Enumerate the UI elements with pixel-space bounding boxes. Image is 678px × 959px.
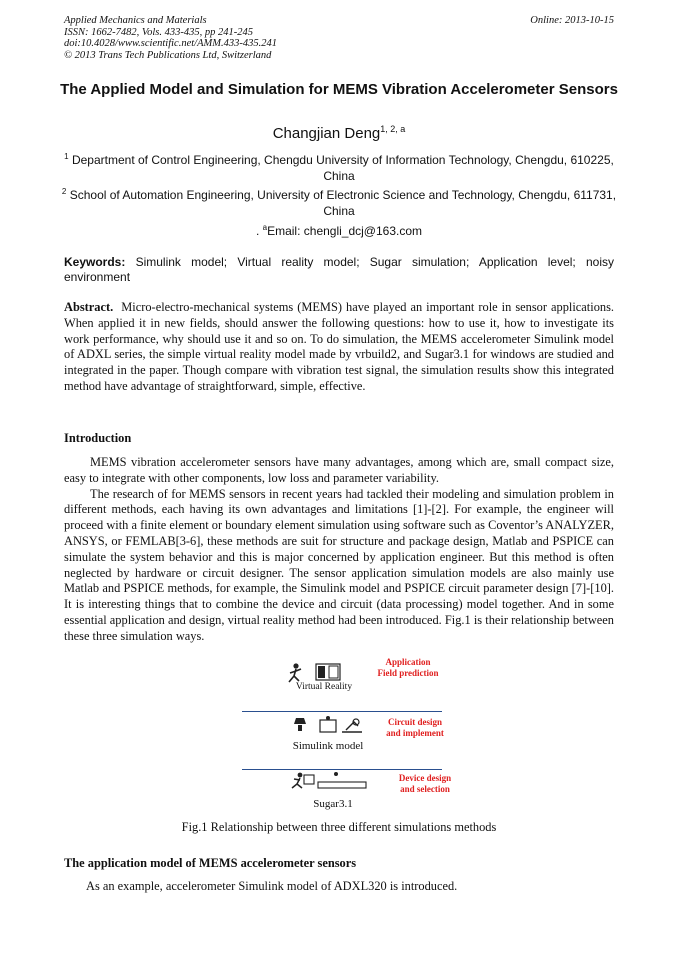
- simulink-icons: [292, 716, 364, 736]
- device-level-label: Device design and selection: [398, 773, 452, 794]
- figure-1: [238, 656, 452, 814]
- affiliation-1-text: Department of Control Engineering, Chengdu University of Information Technology, Chengdu, 610225, China: [71, 153, 614, 183]
- paper-title: The Applied Model and Simulation for MEMS Vibration Accelerometer Sensors: [60, 81, 618, 98]
- virtual-reality-label: Virtual Reality: [295, 682, 353, 692]
- email-sup: a: [262, 223, 268, 232]
- keywords-text: Simulink model; Virtual reality model; Sugar simulation; Application level; noisy environment: [64, 255, 614, 284]
- simulink-label: Simulink model: [292, 740, 364, 752]
- online-date: Online: 2013-10-15: [530, 15, 614, 26]
- issn-line: ISSN: 1662-7482, Vols. 433-435, pp 241-245: [64, 26, 253, 38]
- application-level-label: Application Field prediction: [377, 657, 439, 678]
- doi-line: doi:10.4028/www.scientific.net/AMM.433-435.241: [64, 38, 277, 49]
- circuit-level-label: Circuit design and implement: [386, 717, 444, 738]
- affiliation-1-sup: 1: [64, 152, 69, 161]
- email-text: Email: chengli_dcj@163.com: [267, 224, 423, 238]
- intro-paragraph-1: MEMS vibration accelerometer sensors have many advantages, among which are, small compact size, easy to integrate with other components, low loss and parameter variability.: [64, 455, 614, 485]
- intro-paragraph-2: The research of for MEMS sensors in recent years had tackled their modeling and simulation problem in different methods, each having its own advantages and limitations [1]-[2]. For example, the engineer will proceed with a finite element or boundary element simulation using software such as Coventor’s ANALYZER, ANSYS, or FEMLAB[3-6], these methods are suit for structure and package design, Matlab and PSPICE can simulate the system behavior and this is major concerned by application engineer. But this method is often neglected by hardware or circuit designer. The sensor application simulation models are also mainly use Matlab and PSPICE methods, for example, the Simulink model and PSPICE circuit parameter design [7]-[10]. It is interesting things that to combine the device and circuit (data processing) model together. And in some essential application and design, virtual reality method had been introduced. Fig.1 is their relationship between these three simulation ways.: [64, 486, 614, 643]
- author-name: Changjian Deng: [272, 125, 381, 142]
- journal-name: Applied Mechanics and Materials: [64, 15, 207, 26]
- abstract-label: Abstract.: [64, 300, 114, 314]
- affiliation-2: [50, 184, 628, 219]
- affiliation-2-text: School of Automation Engineering, University of Electronic Science and Technology, Chengdu, 611731, China: [69, 188, 617, 218]
- abstract-text: Micro-electro-mechanical systems (MEMS) have played an important role in sensor applications. When applied it in new fields, should answer the following questions: how to use it, how to investigate its work performance, why should use it and so on. To do simulation, the MEMS accelerometer Simulink model of ADXL series, the simple virtual reality model made by vrbuild2, and Sugar3.1 for windows are studied and integrated in the paper. Though compare with vibration test signal, the simulation results show this integrated method have advantage of straightforward, simple, effective.: [64, 300, 614, 393]
- sugar-icons: [288, 771, 368, 789]
- email-prefix: .: [255, 224, 263, 238]
- author-line: [40, 124, 638, 142]
- author-sup: 1, 2, a: [380, 124, 406, 134]
- section-2-text: As an example, accelerometer Simulink model of ADXL320 is introduced.: [86, 879, 458, 893]
- sugar-label: Sugar3.1: [313, 798, 353, 810]
- email-line: [50, 220, 628, 240]
- journal-header: [64, 15, 424, 61]
- figure-caption: Fig.1 Relationship between three different simulations methods: [181, 820, 497, 834]
- affiliation-2-sup: 2: [61, 187, 67, 196]
- copyright-line: © 2013 Trans Tech Publications Ltd, Switzerland: [64, 49, 272, 61]
- introduction-heading: Introduction: [64, 431, 132, 445]
- figure-divider-2: [242, 769, 442, 770]
- section-2-heading: The application model of MEMS accelerometer sensors: [64, 856, 357, 870]
- keywords-label: Keywords:: [64, 255, 126, 269]
- keywords: [64, 255, 614, 285]
- introduction-body: [64, 455, 614, 645]
- affiliation-1: [50, 149, 628, 184]
- figure-divider-1: [242, 711, 442, 712]
- abstract: [64, 300, 614, 395]
